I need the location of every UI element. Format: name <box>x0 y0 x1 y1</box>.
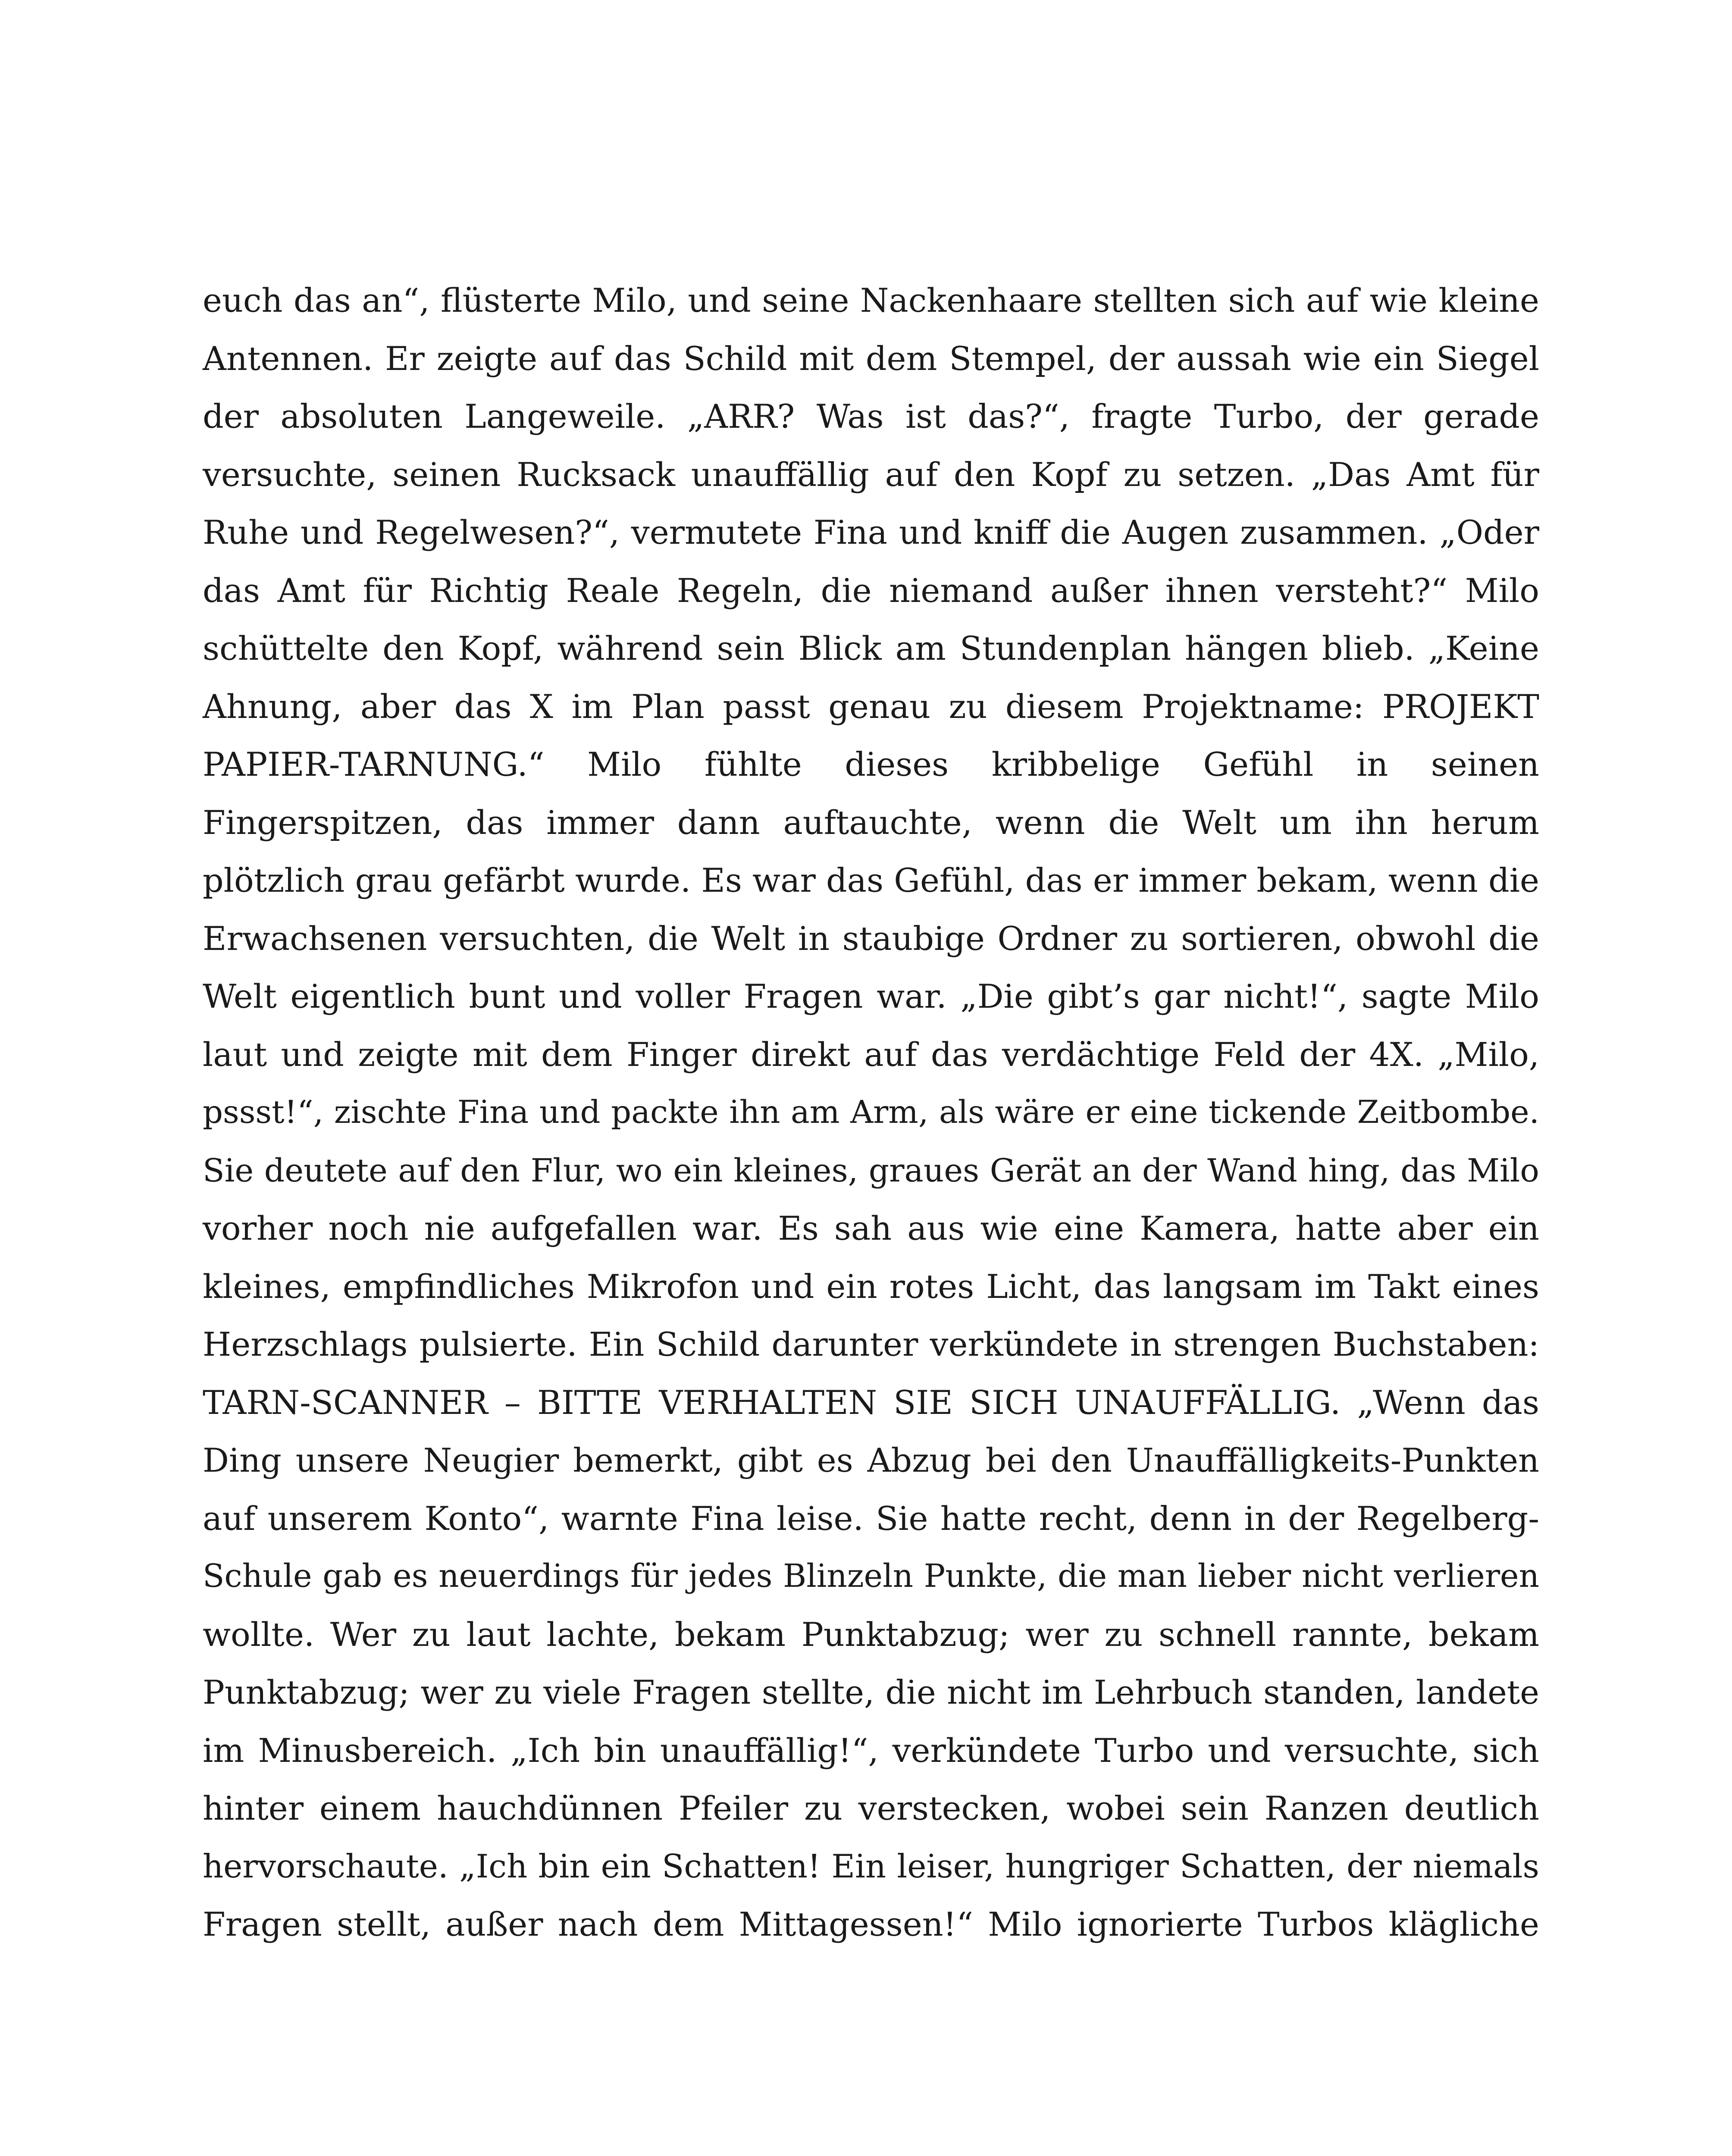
text-line-8: Ahnung, aber das X im Plan passt genau zu diesem Projektname: PROJEKT <box>203 687 1539 726</box>
text-line-7: schüttelte den Kopf, während sein Blick am Stundenplan hängen blieb. „Keine <box>203 629 1539 667</box>
text-line-26: im Minusbereich. „Ich bin unauffällig!“, verkündete Turbo und versuchte, sich <box>203 1731 1539 1770</box>
text-line-19: Herzschlags pulsierte. Ein Schild darunter verkündete in strengen Buchstaben: <box>203 1325 1539 1363</box>
text-line-24: wollte. Wer zu laut lachte, bekam Punktabzug; wer zu schnell rannte, bekam <box>203 1615 1539 1654</box>
text-line-3: der absoluten Langeweile. „ARR? Was ist das?“, fragte Turbo, der gerade <box>203 397 1539 436</box>
text-line-27: hinter einem hauchdünnen Pfeiler zu verstecken, wobei sein Ranzen deutlich <box>203 1789 1539 1827</box>
text-line-16: Sie deutete auf den Flur, wo ein kleines, graues Gerät an der Wand hing, das Milo <box>203 1152 1539 1189</box>
text-line-10: Fingerspitzen, das immer dann auftauchte, wenn die Welt um ihn herum <box>203 803 1539 842</box>
text-line-17: vorher noch nie aufgefallen war. Es sah aus wie eine Kamera, hatte aber ein <box>203 1209 1539 1247</box>
text-line-15: pssst!“, zischte Fina und packte ihn am Arm, als wäre er eine tickende Zeitbombe. <box>203 1094 1539 1131</box>
text-line-22: auf unserem Konto“, warnte Fina leise. Sie hatte recht, denn in der Regelberg- <box>203 1499 1539 1538</box>
text-line-12: Erwachsenen versuchten, die Welt in staubige Ordner zu sortieren, obwohl die <box>203 919 1539 958</box>
text-line-29: Fragen stellt, außer nach dem Mittagessen!“ Milo ignorierte Turbos klägliche <box>203 1905 1539 1943</box>
text-line-28: hervorschaute. „Ich bin ein Schatten! Ein leiser, hungriger Schatten, der niemals <box>203 1847 1539 1885</box>
text-line-4: versuchte, seinen Rucksack unauffällig auf den Kopf zu setzen. „Das Amt für <box>203 455 1539 494</box>
text-line-11: plötzlich grau gefärbt wurde. Es war das Gefühl, das er immer bekam, wenn die <box>203 861 1539 899</box>
text-line-21: Ding unsere Neugier bemerkt, gibt es Abzug bei den Unauffälligkeits-Punkten <box>203 1441 1539 1479</box>
text-line-13: Welt eigentlich bunt und voller Fragen war. „Die gibt’s gar nicht!“, sagte Milo <box>203 977 1539 1015</box>
text-line-1: euch das an“, flüsterte Milo, und seine Nackenhaare stellten sich auf wie kleine <box>203 281 1539 320</box>
text-line-6: das Amt für Richtig Reale Regeln, die niemand außer ihnen versteht?“ Milo <box>203 571 1539 610</box>
text-line-2: Antennen. Er zeigte auf das Schild mit dem Stempel, der aussah wie ein Siegel <box>203 339 1539 378</box>
text-line-9: PAPIER-TARNUNG.“ Milo fühlte dieses kribbelige Gefühl in seinen <box>203 745 1539 783</box>
text-line-25: Punktabzug; wer zu viele Fragen stellte, die nicht im Lehrbuch standen, landete <box>203 1673 1539 1711</box>
text-line-18: kleines, empfindliches Mikrofon und ein rotes Licht, das langsam im Takt eines <box>203 1267 1539 1306</box>
text-line-5: Ruhe und Regelwesen?“, vermutete Fina und kniff die Augen zusammen. „Oder <box>203 513 1539 552</box>
body-text <box>203 272 1539 1954</box>
text-line-23: Schule gab es neuerdings für jedes Blinzeln Punkte, die man lieber nicht verlieren <box>203 1558 1539 1595</box>
text-line-14: laut und zeigte mit dem Finger direkt auf das verdächtige Feld der 4X. „Milo, <box>203 1035 1539 1074</box>
text-line-20: TARN-SCANNER – BITTE VERHALTEN SIE SICH UNAUFFÄLLIG. „Wenn das <box>203 1383 1539 1422</box>
